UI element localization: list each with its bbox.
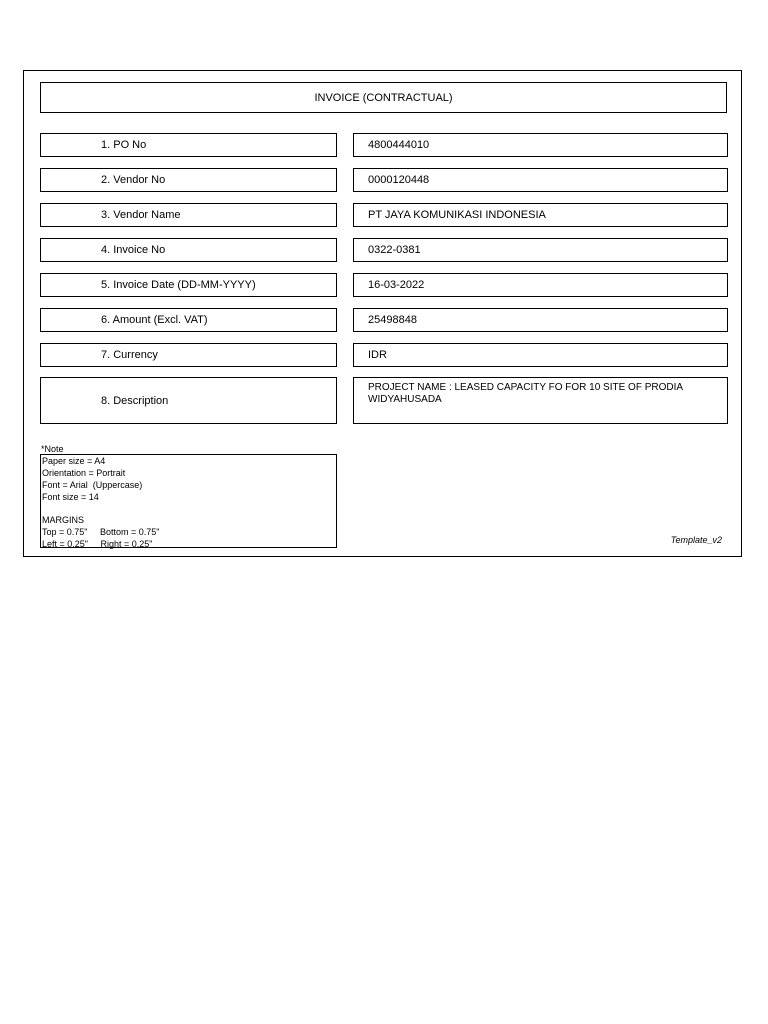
value-currency: IDR [353, 343, 728, 367]
label-invoice-date: 5. Invoice Date (DD-MM-YYYY) [40, 273, 337, 297]
note-orientation: Orientation = Portrait [42, 468, 126, 478]
label-amount: 6. Amount (Excl. VAT) [40, 308, 337, 332]
invoice-title: INVOICE (CONTRACTUAL) [40, 82, 727, 113]
note-box [40, 454, 337, 548]
note-margins-left-right: Left = 0.25" Right = 0.25" [42, 539, 153, 549]
note-margins-title: MARGINS [42, 515, 85, 525]
label-vendor-no: 2. Vendor No [40, 168, 337, 192]
value-vendor-no: 0000120448 [353, 168, 728, 192]
invoice-sheet [23, 70, 742, 557]
template-version-label: Template_v2 [670, 535, 722, 545]
note-spacer [42, 503, 336, 514]
value-invoice-no: 0322-0381 [353, 238, 728, 262]
value-amount: 25498848 [353, 308, 728, 332]
value-po-no: 4800444010 [353, 133, 728, 157]
label-invoice-no: 4. Invoice No [40, 238, 337, 262]
note-font: Font = Arial (Uppercase) [42, 480, 143, 490]
label-currency: 7. Currency [40, 343, 337, 367]
note-title: *Note [41, 444, 64, 454]
value-description: PROJECT NAME : LEASED CAPACITY FO FOR 10 SITE OF PRODIA WIDYAHUSADA [353, 377, 728, 424]
label-po-no: 1. PO No [40, 133, 337, 157]
value-invoice-date: 16-03-2022 [353, 273, 728, 297]
value-vendor-name: PT JAYA KOMUNIKASI INDONESIA [353, 203, 728, 227]
label-description: 8. Description [40, 377, 337, 424]
label-vendor-name: 3. Vendor Name [40, 203, 337, 227]
note-paper-size: Paper size = A4 [42, 456, 106, 466]
note-font-size: Font size = 14 [42, 492, 99, 502]
note-margins-top-bottom: Top = 0.75" Bottom = 0.75" [42, 527, 160, 537]
